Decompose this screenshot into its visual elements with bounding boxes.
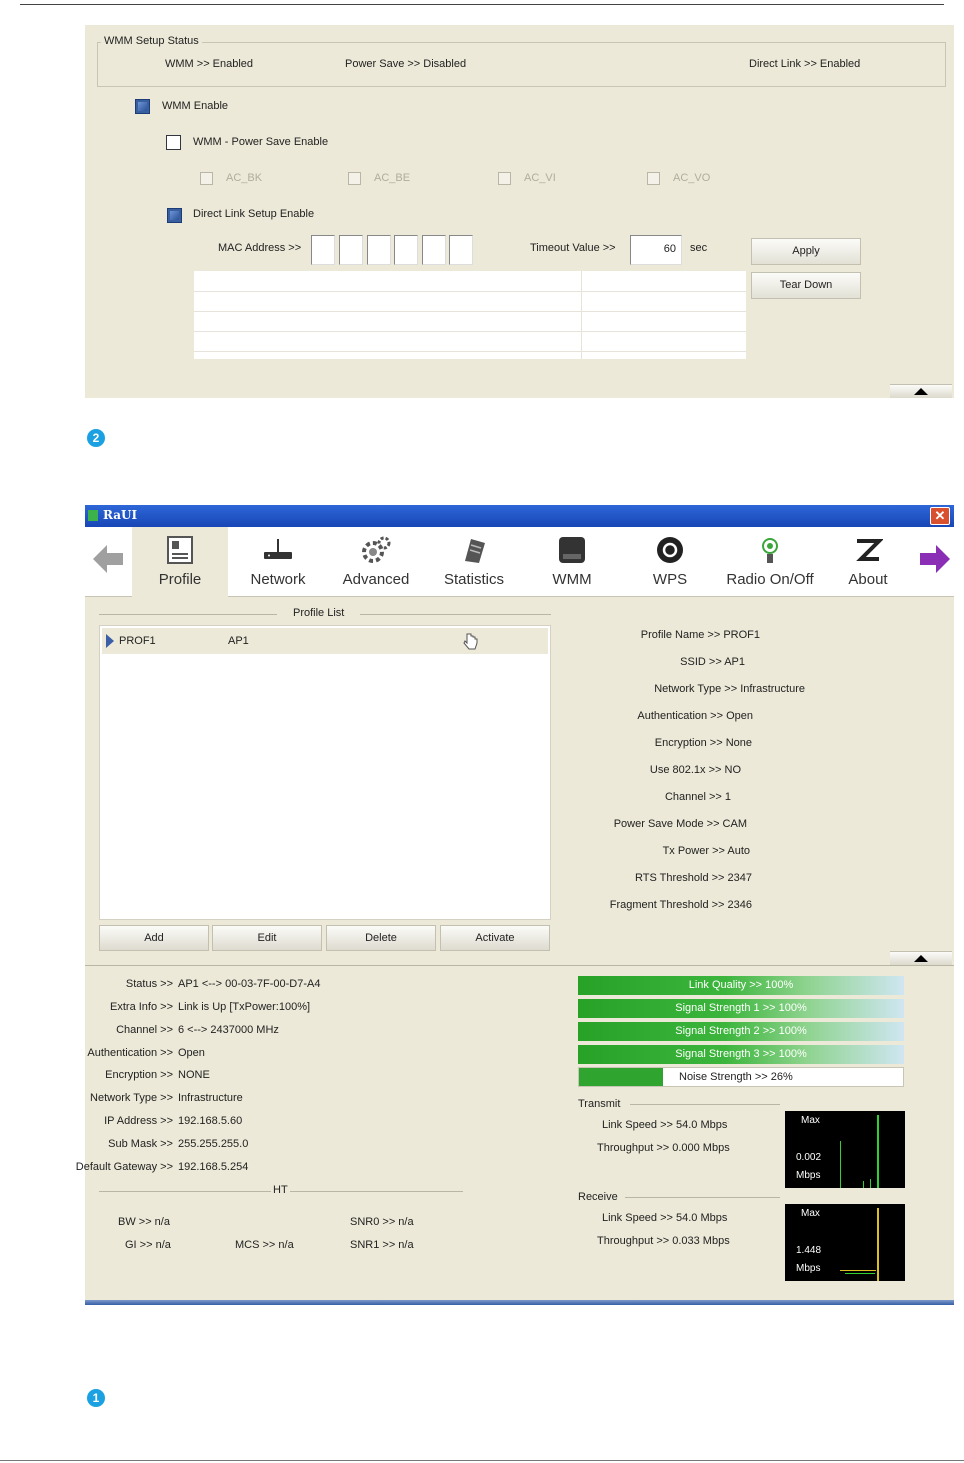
detail-rts-threshold: RTS Threshold >> 2347: [634, 872, 752, 884]
bottom-rule: [0, 1460, 964, 1461]
statistics-icon: [459, 535, 489, 565]
ht-rule-left: [99, 1191, 271, 1192]
ac-vo-label: AC_VO: [673, 172, 711, 184]
authentication-value: Open: [178, 1047, 205, 1059]
ac-bk-checkbox[interactable]: [200, 172, 213, 185]
tab-wmm-label: WMM: [552, 571, 592, 588]
receive-graph: [785, 1204, 905, 1281]
sub-mask-label: Sub Mask >>: [108, 1138, 173, 1150]
signal-strength-1-bar: Signal Strength 1 >> 100%: [578, 999, 904, 1018]
ip-address-value: 192.168.5.60: [178, 1115, 243, 1127]
receive-graph-unit: Mbps: [796, 1263, 821, 1274]
tab-radio-on-off-label: Radio On/Off: [726, 571, 814, 588]
extra-info-value: Link is Up [TxPower:100%]: [178, 1001, 311, 1013]
timeout-label: Timeout Value >>: [530, 242, 616, 254]
ip-address-label: IP Address >>: [104, 1115, 173, 1127]
timeout-unit: sec: [690, 242, 708, 254]
tab-advanced[interactable]: [328, 527, 424, 597]
detail-tx-power: Tx Power >> Auto: [662, 845, 750, 857]
tab-profile[interactable]: [132, 527, 228, 597]
power-save-enable-label: WMM - Power Save Enable: [193, 136, 329, 148]
profile-icon: [165, 535, 195, 565]
tab-network-label: Network: [250, 571, 306, 588]
detail-channel: Channel >> 1: [664, 791, 731, 803]
transmit-graph-spike: [840, 1141, 841, 1188]
timeout-input[interactable]: 60: [630, 235, 682, 265]
transmit-graph-unit: Mbps: [796, 1170, 821, 1181]
transmit-throughput: Throughput >> 0.000 Mbps: [597, 1142, 730, 1154]
ac-vi-label: AC_VI: [524, 172, 556, 184]
detail-network-type: Network Type >> Infrastructure: [654, 683, 805, 695]
signal-strength-3-bar: Signal Strength 3 >> 100%: [578, 1045, 904, 1064]
detail-fragment-threshold: Fragment Threshold >> 2346: [609, 899, 752, 911]
edit-button[interactable]: Edit: [212, 925, 322, 951]
receive-link-speed: Link Speed >> 54.0 Mbps: [602, 1212, 728, 1224]
transmit-graph-spike: [877, 1115, 879, 1188]
activate-button[interactable]: Activate: [440, 925, 550, 951]
gear-icon: [361, 535, 391, 565]
tab-network[interactable]: [230, 527, 326, 597]
router-icon: [263, 535, 293, 565]
back-arrow-icon[interactable]: [91, 542, 125, 576]
selected-row-icon: [106, 634, 114, 648]
ac-be-checkbox[interactable]: [348, 172, 361, 185]
transmit-graph: [785, 1111, 905, 1188]
section-separator: [85, 965, 954, 966]
receive-rule: [625, 1197, 780, 1198]
profile-list-rule-right: [360, 614, 551, 615]
power-save-enable-checkbox[interactable]: [166, 135, 181, 150]
main-toolbar: [85, 527, 954, 597]
tab-wmm[interactable]: [524, 527, 620, 597]
mac-octet-1-input[interactable]: [311, 235, 335, 265]
wmm-enable-checkbox[interactable]: [135, 99, 150, 114]
wmm-setup-panel: [85, 25, 954, 398]
mac-octet-5-input[interactable]: [422, 235, 446, 265]
channel-value: 6 <--> 2437000 MHz: [178, 1024, 279, 1036]
wps-icon: [655, 535, 685, 565]
transmit-graph-spike: [863, 1181, 864, 1188]
collapse-button[interactable]: [890, 384, 952, 398]
tab-advanced-label: Advanced: [342, 571, 410, 588]
default-gateway-label: Default Gateway >>: [75, 1161, 173, 1173]
step-bullet: 1: [87, 1389, 105, 1407]
signal-strength-2-bar: Signal Strength 2 >> 100%: [578, 1022, 904, 1041]
window-title: RaUI: [103, 508, 138, 522]
tab-about-label: About: [848, 571, 888, 588]
ht-mcs: MCS >> n/a: [235, 1239, 294, 1251]
collapse-button[interactable]: [890, 951, 952, 965]
title-bar: [85, 505, 954, 527]
tab-statistics[interactable]: [426, 527, 522, 597]
tab-wps-label: WPS: [652, 571, 688, 588]
transmit-graph-spike: [870, 1179, 871, 1188]
wmm-status-text: WMM >> Enabled: [165, 58, 254, 70]
add-button[interactable]: Add: [99, 925, 209, 951]
ac-be-label: AC_BE: [374, 172, 411, 184]
ht-bw: BW >> n/a: [118, 1216, 170, 1228]
tear-down-button[interactable]: Tear Down: [751, 272, 861, 299]
wmm-icon: [557, 535, 587, 565]
collapse-up-icon: [914, 955, 928, 962]
receive-title: Receive: [578, 1191, 618, 1203]
receive-graph-max: Max: [801, 1208, 820, 1219]
tab-radio-on-off[interactable]: [720, 527, 820, 597]
receive-graph-spike: [877, 1208, 879, 1281]
channel-label: Channel >>: [116, 1024, 173, 1036]
direct-link-enable-checkbox[interactable]: [167, 208, 182, 223]
network-type-value: Infrastructure: [178, 1092, 243, 1104]
sub-mask-value: 255.255.255.0: [178, 1138, 249, 1150]
delete-button[interactable]: Delete: [326, 925, 436, 951]
profile-ssid-cell: AP1: [228, 635, 249, 647]
ac-vi-checkbox[interactable]: [498, 172, 511, 185]
apply-button[interactable]: Apply: [751, 238, 861, 265]
app-logo-icon: [88, 510, 98, 521]
receive-graph-baseline: [840, 1270, 876, 1271]
ht-snr0: SNR0 >> n/a: [350, 1216, 414, 1228]
profile-list-title: Profile List: [293, 607, 345, 619]
table-row-divider: [194, 331, 746, 332]
detail-profile-name: Profile Name >> PROF1: [640, 629, 760, 641]
transmit-graph-max: Max: [801, 1115, 820, 1126]
direct-link-status-text: Direct Link >> Enabled: [749, 58, 861, 70]
receive-graph-baseline: [845, 1273, 875, 1274]
transmit-rule: [630, 1104, 780, 1105]
status-value: AP1 <--> 00-03-7F-00-D7-A4: [178, 978, 321, 990]
transmit-link-speed: Link Speed >> 54.0 Mbps: [602, 1119, 728, 1131]
wmm-enable-label: WMM Enable: [162, 100, 229, 112]
profile-list[interactable]: [99, 625, 551, 920]
detail-ssid: SSID >> AP1: [680, 656, 745, 668]
transmit-title: Transmit: [578, 1098, 621, 1110]
noise-strength-fill: [579, 1068, 663, 1086]
ht-gi: GI >> n/a: [125, 1239, 171, 1251]
profile-name-cell: PROF1: [119, 635, 156, 647]
direct-link-enable-label: Direct Link Setup Enable: [193, 208, 315, 220]
radio-icon: [755, 535, 785, 565]
encryption-label: Encryption >>: [105, 1069, 173, 1081]
table-row-divider: [194, 291, 746, 292]
list-item[interactable]: [102, 628, 548, 654]
step-bullet: 2: [87, 429, 105, 447]
mac-octet-3-input[interactable]: [367, 235, 391, 265]
power-save-status-text: Power Save >> Disabled: [345, 58, 467, 70]
extra-info-label: Extra Info >>: [110, 1001, 173, 1013]
noise-strength-bar: [578, 1067, 904, 1087]
status-label: Status >>: [125, 978, 173, 990]
noise-strength-text: Noise Strength >> 26%: [679, 1071, 793, 1083]
receive-throughput: Throughput >> 0.033 Mbps: [597, 1235, 730, 1247]
mac-octet-4-input[interactable]: [394, 235, 418, 265]
detail-use-8021x: Use 802.1x >> NO: [649, 764, 741, 776]
wmm-status-title: WMM Setup Status: [101, 35, 202, 47]
authentication-label: Authentication >>: [87, 1047, 173, 1059]
table-column-divider: [581, 271, 582, 359]
close-button[interactable]: ✕: [930, 507, 950, 525]
collapse-up-icon: [914, 388, 928, 395]
default-gateway-value: 192.168.5.254: [178, 1161, 249, 1173]
window-bottom-border: [85, 1300, 954, 1305]
tab-wps[interactable]: [622, 527, 718, 597]
top-rule: [20, 4, 944, 5]
network-type-label: Network Type >>: [90, 1092, 173, 1104]
detail-encryption: Encryption >> None: [654, 737, 752, 749]
direct-link-table[interactable]: [194, 271, 746, 359]
mac-address-label: MAC Address >>: [218, 242, 302, 254]
ht-snr1: SNR1 >> n/a: [350, 1239, 414, 1251]
table-row-divider: [194, 351, 746, 352]
ac-vo-checkbox[interactable]: [647, 172, 660, 185]
profile-list-rule-left: [99, 614, 277, 615]
raui-window: [75, 505, 954, 1305]
table-row-divider: [194, 311, 746, 312]
encryption-value: NONE: [178, 1069, 210, 1081]
link-quality-bar: Link Quality >> 100%: [578, 976, 904, 995]
ht-rule-right: [290, 1191, 463, 1192]
tab-about[interactable]: [820, 527, 916, 597]
detail-power-save-mode: Power Save Mode >> CAM: [613, 818, 747, 830]
forward-arrow-icon[interactable]: [918, 542, 952, 576]
hand-cursor-icon: [462, 632, 478, 650]
tab-statistics-label: Statistics: [443, 571, 504, 588]
transmit-graph-value: 0.002: [796, 1152, 822, 1163]
about-icon: [853, 535, 883, 565]
tab-profile-label: Profile: [158, 571, 202, 588]
mac-octet-2-input[interactable]: [339, 235, 363, 265]
receive-graph-value: 1.448: [796, 1245, 822, 1256]
mac-octet-6-input[interactable]: [449, 235, 473, 265]
ht-title: HT: [273, 1184, 288, 1196]
ac-bk-label: AC_BK: [226, 172, 263, 184]
detail-authentication: Authentication >> Open: [637, 710, 753, 722]
